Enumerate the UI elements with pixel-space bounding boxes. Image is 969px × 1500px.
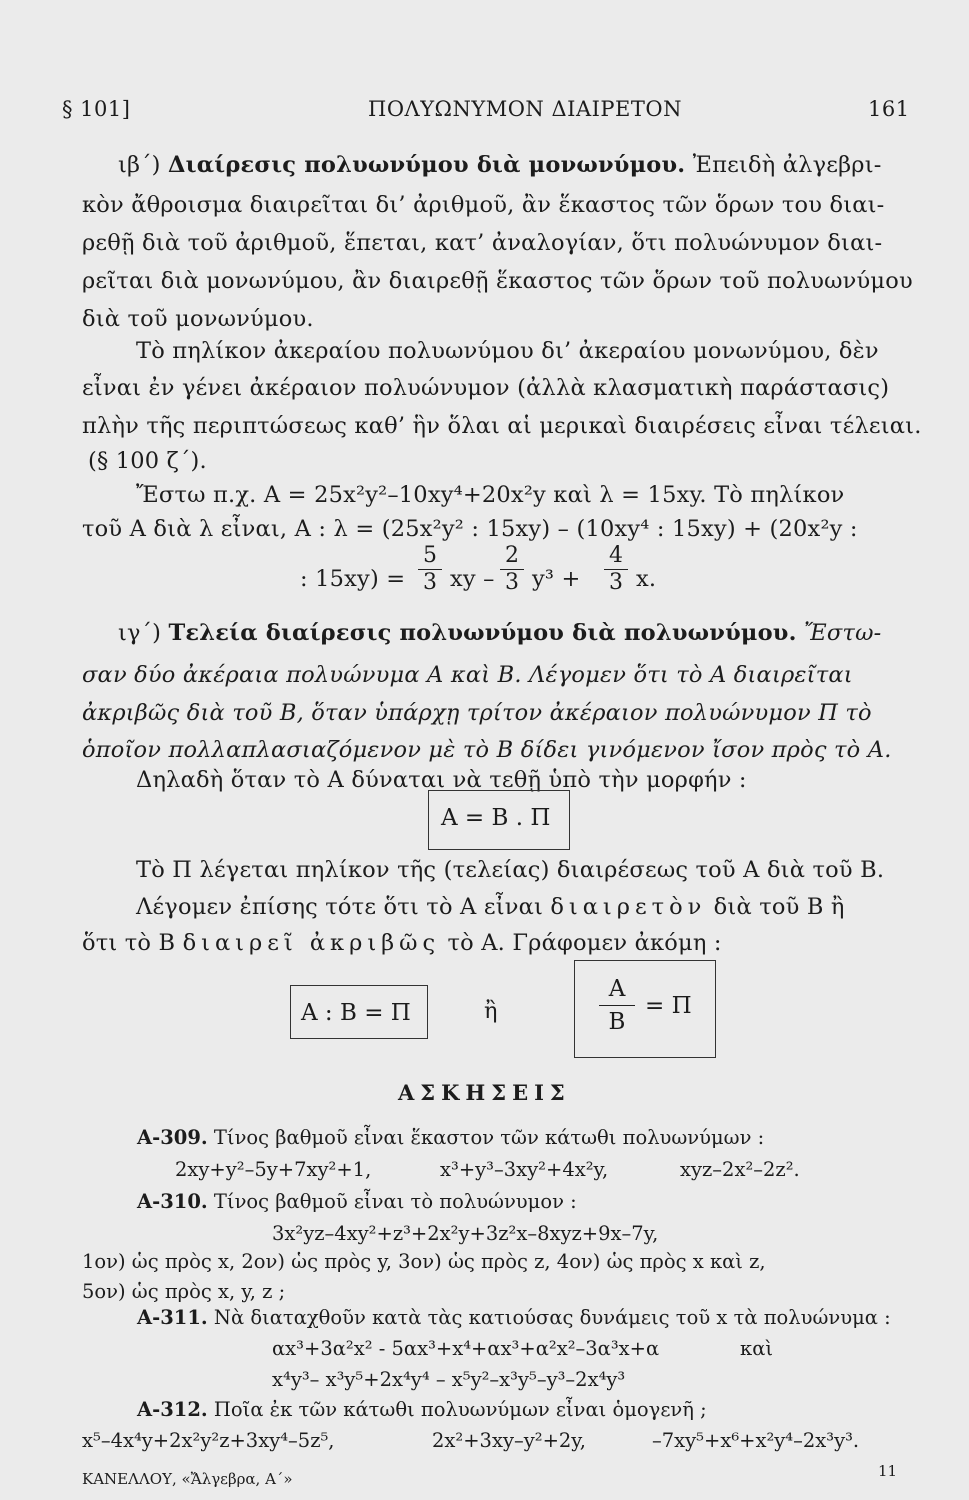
formula-text: 2xy+y²–5y+7xy²+1,	[175, 1158, 372, 1181]
sheet-number: 11	[878, 1462, 898, 1480]
para-line: Ἔστω π.χ. Α = 25x²y²–10xy⁴+20x²y καὶ λ = 15xy. Τὸ πηλίκον	[136, 482, 845, 508]
formula-text: xyz–2x²–2z².	[680, 1158, 800, 1181]
exercise-line: Α-309. Τίνος βαθμοῦ εἶναι ἕκαστον τῶν κάτωθι πολυωνύμων :	[137, 1126, 765, 1149]
definition-box	[428, 790, 570, 850]
item-label: ιβ΄)	[118, 152, 169, 178]
formula-text: : 15xy) =	[300, 566, 406, 592]
formula-text: Α = Β . Π	[441, 805, 551, 831]
formula-text: x.	[636, 566, 657, 592]
spaced-term: διαιρετὸν	[550, 894, 707, 920]
page-number: 161	[868, 97, 910, 121]
exercise-line: Α-312. Ποῖα ἐκ τῶν κάτωθι πολυωνύμων εἶναι ὁμογενῆ ;	[137, 1398, 707, 1421]
para-line: Τὸ Π λέγεται πηλίκον τῆς (τελείας) διαιρέσεως τοῦ Α διὰ τοῦ Β.	[136, 857, 885, 883]
para-line: εἶναι ἐν γένει ἀκέραιον πολυώνυμον (ἀλλὰ κλασματικὴ παράστασις)	[82, 375, 890, 401]
formula-text: Α : Β = Π	[301, 1000, 411, 1026]
para-line: ιβ΄) Διαίρεσις πολυωνύμου διὰ μονωνύμου. Ἐπειδὴ ἀλγεβρι-	[118, 152, 882, 178]
exercises-heading: ΑΣΚΗΣΕΙΣ	[398, 1080, 571, 1105]
section-heading: Διαίρεσις πολυωνύμου διὰ μονωνύμου.	[168, 152, 686, 178]
or-word: ἢ	[484, 998, 498, 1024]
para-line: (§ 100 ζ΄).	[88, 448, 207, 474]
para-line: σαν δύο ἀκέραια πολυώνυμα Α καὶ Β. Λέγομεν ὅτι τὸ Α διαιρεῖται	[82, 662, 853, 688]
para-line: ρεθῇ διὰ τοῦ ἀριθμοῦ, ἕπεται, κατ’ ἀναλογίαν, ὅτι πολυώνυμον διαι-	[82, 230, 883, 256]
section-ref: § 101]	[62, 97, 131, 121]
para-line: ὁποῖον πολλαπλασιαζόμενον μὲ τὸ Β δίδει γινόμενον ἴσον πρὸς τὸ Α.	[82, 737, 892, 763]
para-line: τοῦ Α διὰ λ εἶναι, Α : λ = (25x²y² : 15xy) – (10xy⁴ : 15xy) + (20x²y :	[82, 516, 858, 542]
quotient-box	[290, 985, 428, 1039]
formula-text: = Π	[645, 993, 692, 1019]
formula-text: x⁵–4x⁴y+2x²y²z+3xy⁴–5z⁵,	[82, 1429, 335, 1452]
item-label: ιγ΄)	[118, 620, 169, 646]
para-line: ιγ΄) Τελεία διαίρεσις πολυωνύμου διὰ πολυωνύμου. Ἔστω-	[118, 620, 882, 646]
exercise-number: Α-310.	[137, 1190, 208, 1213]
para-line: ἀκριβῶς διὰ τοῦ Β, ὅταν ὑπάρχῃ τρίτον ἀκέραιον πολυώνυμον Π τὸ	[82, 700, 872, 726]
exercise-number: Α-309.	[137, 1126, 208, 1149]
conjunction: καὶ	[740, 1337, 774, 1360]
fraction-5-3: 5 3	[418, 545, 442, 594]
running-title: ΠΟΛΥΩΝΥΜΟΝ ΔΙΑΙΡΕΤΟΝ	[368, 97, 682, 121]
exercise-line: Α-311. Νὰ διαταχθοῦν κατὰ τὰς κατιούσας δυνάμεις τοῦ x τὰ πολυώνυμα :	[137, 1306, 891, 1329]
formula-text: 2x²+3xy–y²+2y,	[432, 1429, 586, 1452]
para-line: ὅτι τὸ Β διαιρεῖ ἀκριβῶς τὸ Α. Γράφομεν ἀκόμη :	[82, 930, 722, 956]
para-line: διὰ τοῦ μονωνύμου.	[82, 306, 314, 332]
para-line: πλὴν τῆς περιπτώσεως καθ’ ἣν ὅλαι αἱ μερικαὶ διαιρέσεις εἶναι τέλειαι.	[82, 413, 922, 439]
formula-text: x³+y³–3xy²+4x²y,	[440, 1158, 609, 1181]
exercise-number: Α-311.	[137, 1306, 208, 1329]
fraction-a-b: Α Β	[599, 975, 635, 1036]
exercise-line: 5ον) ὡς πρὸς x, y, z ;	[82, 1280, 286, 1303]
exercise-line: 1ον) ὡς πρὸς x, 2ον) ὡς πρὸς y, 3ον) ὡς πρὸς z, 4ον) ὡς πρὸς x καὶ z,	[82, 1250, 766, 1273]
para-line: Τὸ πηλίκον ἀκεραίου πολυωνύμου δι’ ἀκεραίου μονωνύμου, δὲν	[136, 338, 879, 364]
formula-text: y³ +	[532, 566, 581, 592]
formula-text: –7xy⁵+x⁶+x²y⁴–2x³y³.	[652, 1429, 860, 1452]
formula-text: 3x²yz–4xy²+z³+2x²y+3z²x–8xyz+9x–7y,	[272, 1222, 659, 1245]
exercise-number: Α-312.	[137, 1398, 208, 1421]
fraction-box	[574, 960, 716, 1058]
para-line: κὸν ἄθροισμα διαιρεῖται δι’ ἀριθμοῦ, ἂν ἕκαστος τῶν ὅρων του διαι-	[82, 192, 885, 218]
formula-text: xy –	[450, 566, 495, 592]
para-line: Δηλαδὴ ὅταν τὸ Α δύναται νὰ τεθῇ ὑπὸ τὴν μορφήν :	[136, 767, 747, 793]
section-heading: Τελεία διαίρεσις πολυωνύμου διὰ πολυωνύμου.	[168, 620, 797, 646]
printer-signature: ΚΑΝΕΛΛΟΥ, «Ἄλγεβρα, Α΄»	[82, 1470, 293, 1488]
formula-text: x⁴y³– x³y⁵+2x⁴y⁴ – x⁵y²–x³y⁵–y³–2x⁴y³	[272, 1368, 626, 1391]
spaced-term: διαιρεῖ ἀκριβῶς	[182, 930, 441, 956]
para-line: ρεῖται διὰ μονωνύμου, ἂν διαιρεθῇ ἕκαστος τῶν ὅρων τοῦ πολυωνύμου	[82, 268, 913, 294]
fraction-2-3: 2 3	[500, 545, 524, 594]
exercise-line: Α-310. Τίνος βαθμοῦ εἶναι τὸ πολυώνυμον :	[137, 1190, 577, 1213]
formula-text: αx³+3α²x² - 5αx³+x⁴+αx³+α²x²–3α³x+α	[272, 1337, 660, 1360]
fraction-4-3: 4 3	[604, 545, 628, 594]
para-line: Λέγομεν ἐπίσης τότε ὅτι τὸ Α εἶναι διαιρετὸν διὰ τοῦ Β ἢ	[136, 894, 845, 920]
